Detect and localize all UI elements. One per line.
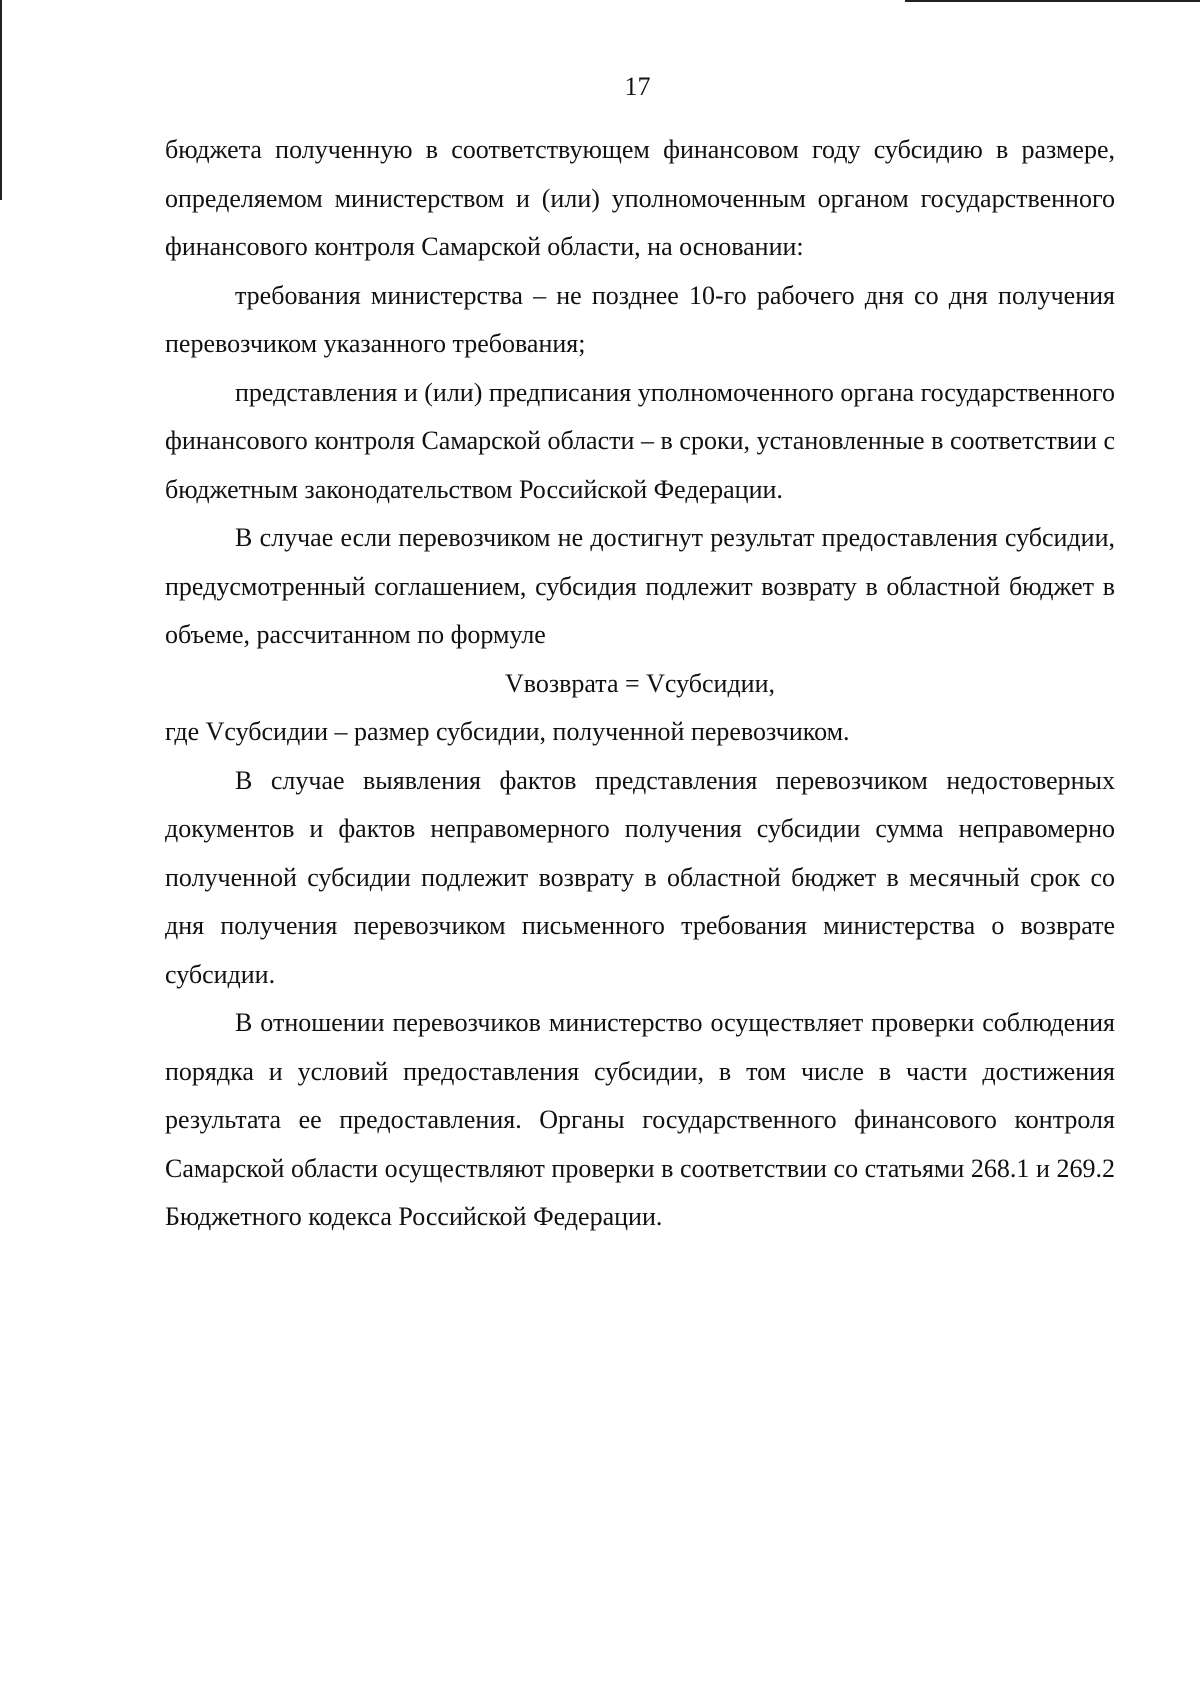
formula-explanation: где Vсубсидии – размер субсидии, полученной перевозчиком.	[165, 717, 850, 746]
formula: Vвозврата = Vсубсидии,	[504, 668, 776, 698]
paragraph-inspections: В отношении перевозчиков министерство осуществляет проверки соблюдения порядка и условий предоставления субсидии, в том числе в части достижения результата ее предоставления. Органы государственного финансового контроля Самарской области осуществляют проверки в соответствии со статьями 268.1 и 269.2 Бюджетного кодекса Российской Федерации.	[165, 1008, 1115, 1231]
paragraph-unreliable-documents: В случае выявления фактов представления перевозчиком недостоверных документов и фактов неправомерного получения субсидии сумма неправомерно полученной субсидии подлежит возврату в областной бюджет в месячный срок со дня получения перевозчиком письменного требования министерства о возврате субсидии.	[165, 765, 1115, 989]
paragraph-result-not-achieved: В случае если перевозчиком не достигнут результат предоставления субсидии, предусмотренный соглашением, субсидия подлежит возврату в областной бюджет в объеме, рассчитанном по формуле	[165, 523, 1115, 649]
paragraph-control-body-submission: представления и (или) предписания уполномоченного органа государственного финансового контроля Самарской области – в сроки, установленные в соответствии с бюджетным законодательством Российской Федерации.	[165, 377, 1115, 504]
paragraph-continuation: бюджета полученную в соответствующем финансовом году субсидию в размере, определяемом министерством и (или) уполномоченным органом государственного финансового контроля Самарской области, на основании:	[165, 135, 1115, 261]
document-body	[165, 126, 1115, 1242]
page-number: 17	[624, 72, 651, 101]
paragraph-ministry-requirement: требования министерства – не позднее 10-го рабочего дня со дня получения перевозчиком указанного требования;	[165, 280, 1115, 358]
scan-top-line	[905, 0, 1200, 2]
